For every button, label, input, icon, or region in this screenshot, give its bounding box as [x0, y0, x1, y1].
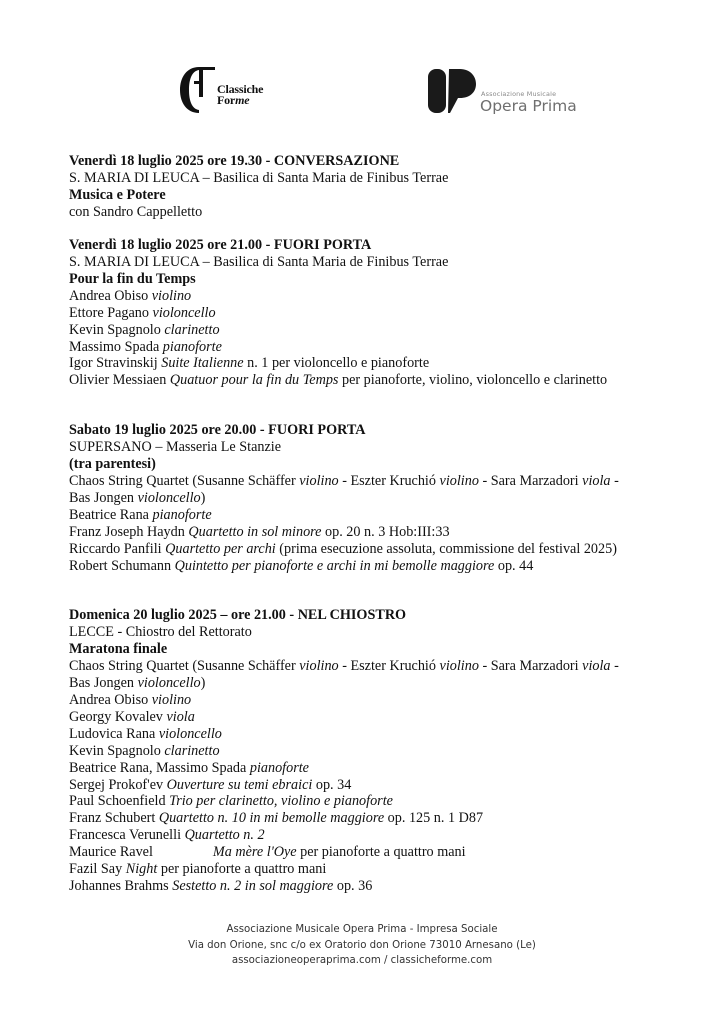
italic-work-or-instrument: Suite Italienne [161, 355, 244, 372]
text-segment: con Sandro Cappelletto [69, 203, 203, 220]
text-segment: Igor Stravinskij [69, 355, 162, 372]
event-venue: S. MARIA DI LEUCA – Basilica di Santa Maria de Finibus Terrae [69, 169, 449, 186]
program-line [69, 793, 669, 810]
italic-work-or-instrument: violino [299, 473, 339, 489]
program-line [69, 692, 669, 709]
italic-work-or-instrument: Quartetto n. 2 [184, 827, 265, 844]
program-line [69, 760, 669, 777]
program-line [69, 507, 669, 524]
program-list [69, 153, 669, 911]
text-segment: Beatrice Rana [69, 506, 153, 523]
event-block [69, 237, 669, 389]
italic-work-or-instrument: pianoforte [162, 338, 222, 355]
event-block [69, 607, 669, 894]
italic-work-or-instrument: Sestetto n. 2 in sol maggiore [172, 877, 334, 894]
text-segment: - Sara Marzadori [478, 658, 583, 675]
text-segment: - [610, 473, 619, 489]
italic-work-or-instrument: viola [582, 473, 611, 489]
text-segment: Franz Joseph Haydn [69, 523, 189, 540]
program-line [69, 810, 669, 827]
classiche-forme-logo [177, 64, 287, 116]
italic-work-or-instrument: pianoforte [249, 759, 309, 776]
program-line [69, 861, 669, 878]
text-segment: Francesca Verunelli [69, 827, 185, 844]
text-segment: ) [200, 489, 206, 506]
event-venue: SUPERSANO – Masseria Le Stanzie [69, 439, 282, 456]
text-segment: Sergej Prokof'ev [69, 776, 167, 793]
program-line [69, 372, 669, 389]
italic-work-or-instrument: Ma mère l'Oye [212, 844, 297, 861]
event-venue: S. MARIA DI LEUCA – Basilica di Santa Maria de Finibus Terrae [69, 254, 449, 271]
text-segment: op. 36 [333, 877, 373, 894]
opera-prima-subtitle: Associazione Musicale [481, 90, 557, 98]
program-line [69, 541, 669, 558]
program-line [69, 675, 669, 692]
program-line [69, 726, 669, 743]
classiche-forme-wordmark [217, 84, 263, 106]
logo-line-forme [217, 95, 263, 106]
text-segment: Olivier Messiaen [69, 372, 170, 389]
text-segment: per pianoforte a quattro mani [296, 844, 466, 861]
program-line [69, 473, 669, 490]
event-heading: Sabato 19 luglio 2025 ore 20.00 - FUORI PORTA [69, 422, 366, 439]
text-segment: - [610, 658, 619, 675]
italic-work-or-instrument: Quintetto per pianoforte e archi in mi bemolle maggiore [174, 557, 495, 574]
event-heading: Venerdì 18 luglio 2025 ore 21.00 - FUORI PORTA [69, 237, 372, 254]
italic-work-or-instrument: Trio per clarinetto, violino e pianoforte [169, 793, 393, 810]
text-segment: op. 125 n. 1 D87 [384, 810, 484, 827]
event-title: Pour la fin du Temps [69, 270, 196, 287]
program-line [69, 288, 669, 305]
text-segment: (prima esecuzione assoluta, commissione del festival 2025) [275, 540, 617, 557]
italic-work-or-instrument: Ouverture su temi ebraici [166, 776, 313, 793]
text-segment: n. 1 per violoncello e pianoforte [243, 355, 430, 372]
text-segment: Bas Jongen [69, 489, 138, 506]
italic-work-or-instrument: Night [125, 861, 158, 878]
text-segment: - Eszter Kruchió [338, 658, 440, 675]
text-segment: Chaos String Quartet (Susanne Schäffer [69, 473, 300, 489]
event-title: (tra parentesi) [69, 456, 156, 473]
italic-work-or-instrument: violino [439, 473, 479, 489]
program-line [69, 355, 669, 372]
italic-work-or-instrument: violoncello [158, 725, 222, 742]
program-line [69, 743, 669, 760]
text-segment: - Sara Marzadori [478, 473, 583, 489]
text-segment: ) [200, 675, 206, 692]
program-line [69, 878, 669, 895]
text-segment: - Eszter Kruchió [338, 473, 440, 489]
text-segment: Franz Schubert [69, 810, 159, 827]
text-segment: op. 20 n. 3 Hob:III:33 [321, 523, 450, 540]
logo-forme-italic: me [235, 93, 250, 107]
classiche-forme-cf-icon [177, 64, 221, 116]
text-segment: Robert Schumann [69, 557, 175, 574]
text-segment: Beatrice Rana, Massimo Spada [69, 759, 250, 776]
text-segment: Kevin Spagnolo [69, 742, 165, 759]
italic-work-or-instrument: violino [151, 691, 192, 708]
opera-prima-logo [426, 66, 576, 116]
program-line [69, 827, 669, 844]
event-title: Maratona finale [69, 641, 168, 658]
event-block [69, 153, 669, 221]
italic-work-or-instrument: Quartetto in sol minore [188, 523, 322, 540]
footer-address: Via don Orione, snc c/o ex Oratorio don Orione 73010 Arnesano (Le) [188, 939, 536, 951]
program-line [69, 305, 669, 322]
italic-work-or-instrument: viola [166, 708, 195, 725]
italic-work-or-instrument: Quartetto n. 10 in mi bemolle maggiore [158, 810, 385, 827]
text-segment: Kevin Spagnolo [69, 321, 165, 338]
footer [0, 922, 724, 969]
text-segment: Massimo Spada [69, 338, 163, 355]
text-segment: Andrea Obiso [69, 287, 152, 304]
program-line [69, 204, 669, 221]
text-segment: Maurice Ravel [69, 844, 153, 861]
footer-organization: Associazione Musicale Opera Prima - Impresa Sociale [226, 924, 498, 935]
event-heading: Venerdì 18 luglio 2025 ore 19.30 - CONVERSAZIONE [69, 153, 400, 169]
opera-prima-op-icon [426, 66, 478, 116]
text-segment: per pianoforte, violino, violoncello e clarinetto [338, 372, 608, 389]
program-line [69, 490, 669, 507]
italic-work-or-instrument: violoncello [137, 675, 201, 692]
event-title: Musica e Potere [69, 186, 166, 203]
italic-work-or-instrument: violino [151, 287, 192, 304]
italic-work-or-instrument: violino [299, 658, 339, 675]
text-segment: per pianoforte a quattro mani [157, 861, 327, 878]
program-line [69, 658, 669, 675]
event-block [69, 422, 669, 574]
italic-work-or-instrument: violoncello [137, 489, 201, 506]
text-segment: Ludovica Rana [69, 725, 159, 742]
logo-forme-plain: For [217, 93, 236, 107]
text-segment: Riccardo Panfili [69, 540, 166, 557]
text-segment: Ettore Pagano [69, 304, 153, 321]
italic-work-or-instrument: violoncello [152, 304, 216, 321]
program-line [69, 524, 669, 541]
opera-prima-title: Opera Prima [480, 97, 577, 115]
text-segment: op. 34 [312, 776, 352, 793]
event-venue: LECCE - Chiostro del Rettorato [69, 624, 252, 641]
italic-work-or-instrument: clarinetto [164, 742, 220, 759]
italic-work-or-instrument: viola [582, 658, 611, 675]
italic-work-or-instrument: Quatuor pour la fin du Temps [169, 372, 339, 389]
text-segment: Georgy Kovalev [69, 708, 167, 725]
italic-work-or-instrument: clarinetto [164, 321, 220, 338]
text-segment: Chaos String Quartet (Susanne Schäffer [69, 658, 300, 675]
text-segment: Paul Schoenfield [69, 793, 170, 810]
program-line [69, 322, 669, 339]
text-segment: Fazil Say [69, 861, 126, 878]
text-segment: op. 44 [494, 557, 534, 574]
program-line [69, 339, 669, 356]
event-heading: Domenica 20 luglio 2025 – ore 21.00 - NEL CHIOSTRO [69, 607, 407, 624]
text-segment: Johannes Brahms [69, 877, 173, 894]
program-line [69, 777, 669, 794]
italic-work-or-instrument: pianoforte [152, 506, 212, 523]
program-line [69, 709, 669, 726]
program-line [69, 558, 669, 575]
logo-line-classiche: Classiche [217, 82, 264, 96]
text-segment: Bas Jongen [69, 675, 138, 692]
footer-websites: associazioneoperaprima.com / classicheforme.com [231, 955, 493, 966]
italic-work-or-instrument: Quartetto per archi [165, 540, 276, 557]
text-segment: Andrea Obiso [69, 691, 152, 708]
italic-work-or-instrument: violino [439, 658, 479, 675]
program-line [69, 844, 669, 861]
